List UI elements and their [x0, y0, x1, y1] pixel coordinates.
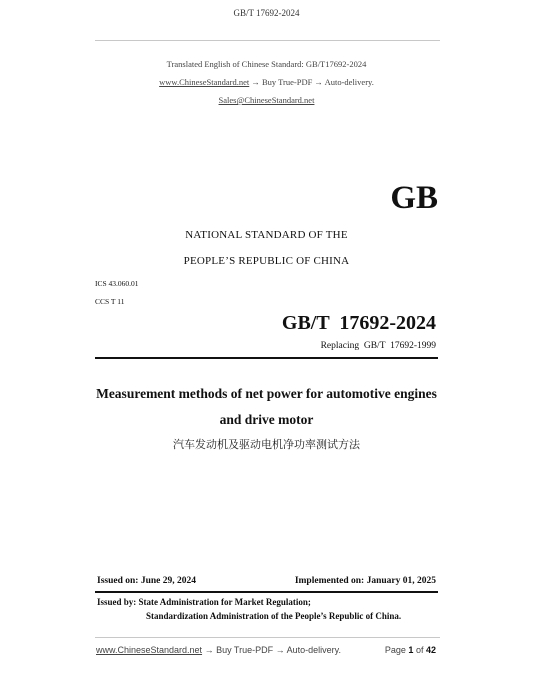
purchase-line — [0, 77, 533, 87]
page-number: 1 — [408, 645, 414, 655]
footer-purchase-line — [96, 645, 341, 655]
document-title-line1: Measurement methods of net power for automotive engines — [96, 386, 437, 401]
issued-by-line2: Standardization Administration of the People’s Republic of China. — [146, 611, 402, 621]
sales-email-line — [0, 95, 533, 105]
issued-on-date: Issued on: June 29, 2024 — [97, 576, 196, 586]
page-label: Page — [384, 645, 406, 655]
ics-code: ICS 43.060.01 — [95, 279, 139, 288]
issued-by-line1: Issued by: State Administration for Market Regulation; — [97, 597, 311, 607]
translation-note: Translated English of Chinese Standard: GB/T17692-2024 — [166, 59, 367, 69]
header-divider — [95, 40, 440, 41]
document-title-line2: and drive motor — [219, 412, 314, 427]
footer-site-link[interactable]: www.ChineseStandard.net — [96, 645, 203, 655]
title-divider — [95, 357, 438, 359]
gb-mark: GB — [390, 180, 438, 216]
buy-text: → Buy True-PDF → Auto-delivery. — [251, 77, 374, 87]
running-header: GB/T 17692-2024 — [233, 8, 300, 18]
national-standard-line2: PEOPLE’S REPUBLIC OF CHINA — [183, 255, 350, 267]
issue-divider — [95, 591, 438, 593]
page-indicator — [385, 645, 436, 655]
total-pages: 42 — [425, 645, 436, 655]
implemented-on-date: Implemented on: January 01, 2025 — [294, 576, 436, 586]
document-title-chinese: 汽车发动机及驱动电机净功率测试方法 — [173, 438, 360, 451]
of-label: of — [415, 645, 424, 655]
replacing-note: Replacing GB/T 17692-1999 — [320, 341, 436, 351]
footer-divider — [95, 637, 440, 638]
sales-email-link[interactable]: Sales@ChineseStandard.net — [218, 95, 315, 105]
national-standard-line1: NATIONAL STANDARD OF THE — [185, 229, 348, 241]
standard-number: GB/T 17692-2024 — [281, 312, 436, 334]
ccs-code: CCS T 11 — [95, 297, 125, 306]
footer-buy-text: → Buy True-PDF → Auto-delivery. — [204, 645, 341, 655]
site-link[interactable]: www.ChineseStandard.net — [159, 77, 250, 87]
